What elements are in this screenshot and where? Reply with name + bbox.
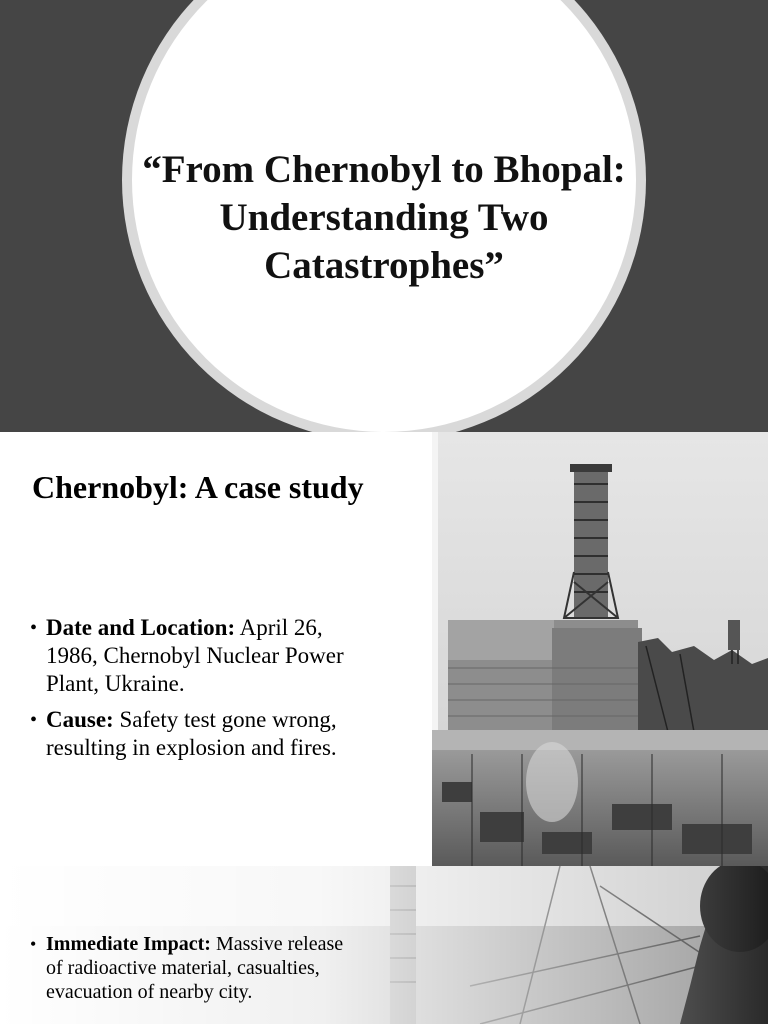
bullet-label: Date and Location: (46, 615, 236, 640)
bullet-item-immediate-impact (30, 932, 350, 1004)
bullet-icon: • (30, 934, 37, 954)
slide-title: “From Chernobyl to Bhopal: Understanding Two Catastrophes” (142, 148, 626, 287)
chernobyl-case-study-slide (0, 432, 768, 866)
bullet-text: Safety test gone wrong, resulting in explosion and fires. (46, 707, 337, 760)
impact-slide (0, 866, 768, 1024)
bullet-label: Immediate Impact: (46, 933, 211, 955)
title-slide (0, 0, 768, 432)
bullet-text: Massive release of radioactive material, casualties, evacuation of nearby city. (46, 933, 344, 1003)
bullet-item-cause (30, 706, 360, 762)
bullet-icon: • (30, 709, 38, 731)
bullet-icon: • (30, 617, 38, 639)
slide-heading: Chernobyl: A case study (32, 469, 364, 505)
bullet-list (30, 614, 360, 770)
bullet-text: April 26, 1986, Chernobyl Nuclear Power Plant, Ukraine. (46, 615, 344, 696)
bullet-item-date-location (30, 614, 360, 698)
bullet-list (30, 932, 350, 1004)
bullet-label: Cause: (46, 707, 114, 732)
power-plant-photo (432, 432, 768, 866)
